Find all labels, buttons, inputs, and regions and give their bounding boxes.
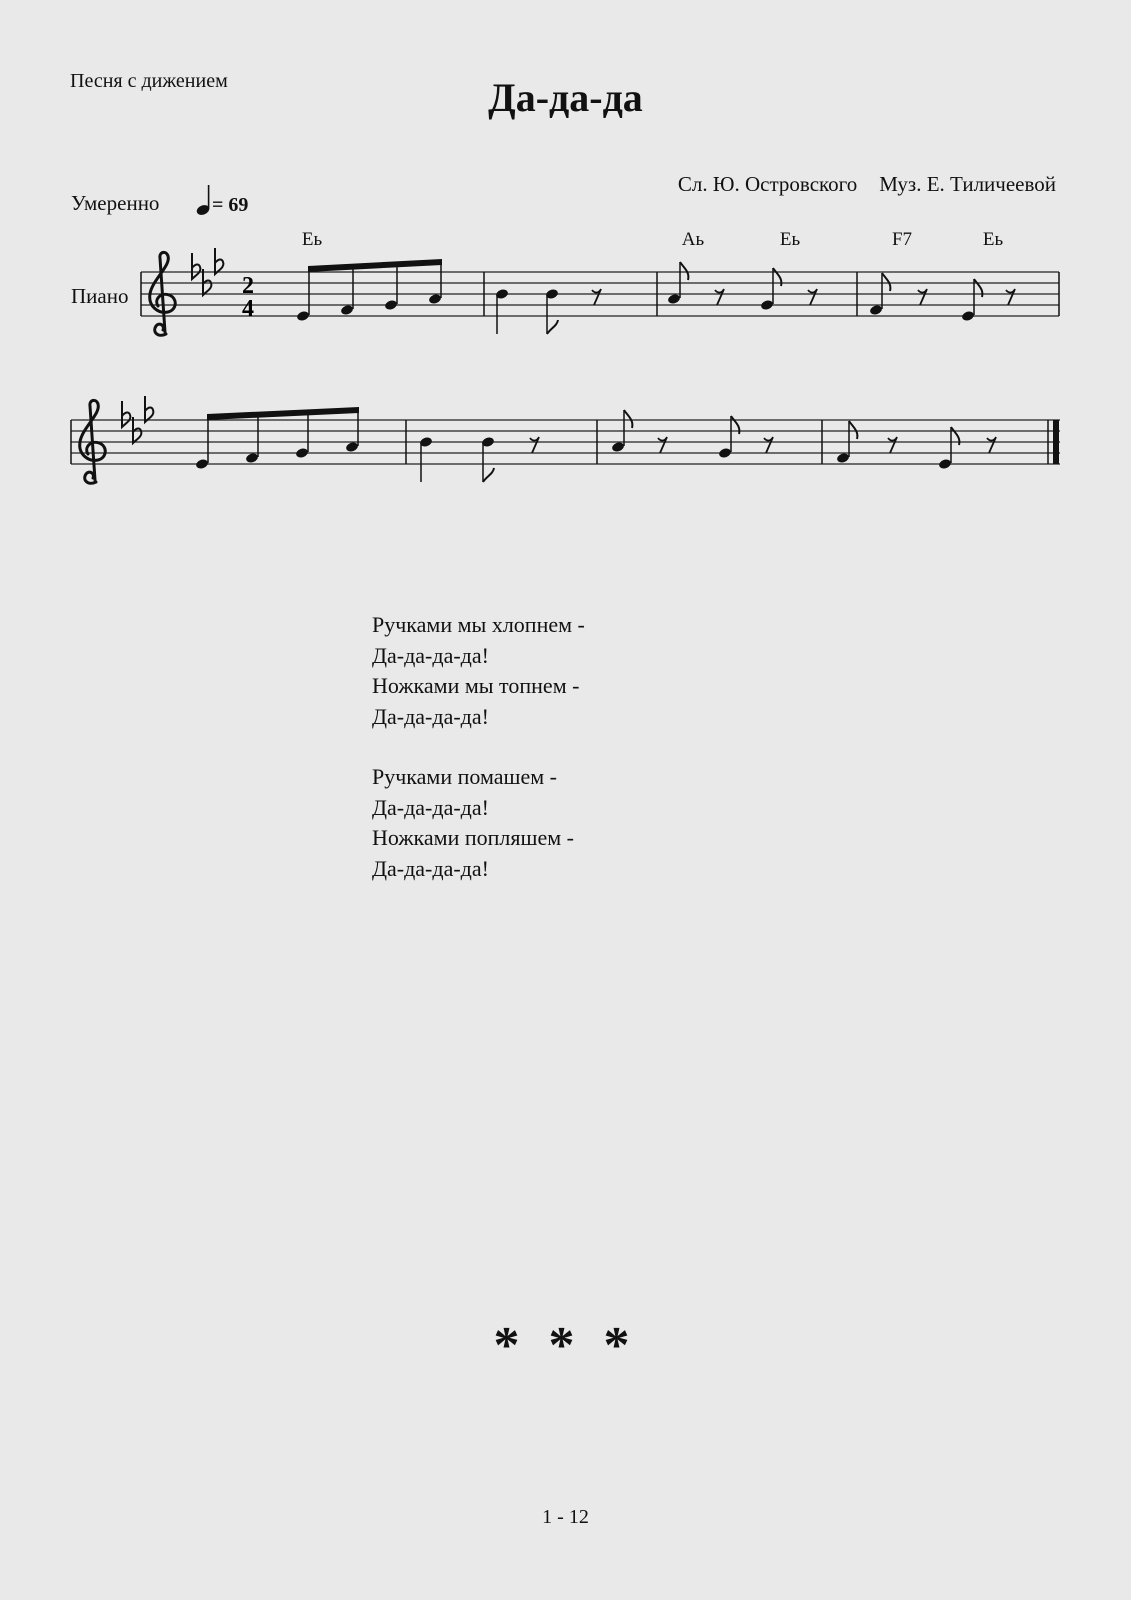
note: [611, 441, 625, 453]
note: [718, 447, 732, 459]
time-sig-bottom: 4: [242, 296, 254, 322]
song-title: Да-да-да: [488, 75, 643, 120]
chord-symbol: Aь: [681, 229, 705, 250]
flag: [547, 320, 558, 334]
note: [195, 458, 209, 470]
measure-7-notes: [611, 410, 773, 459]
composer-credit: Муз. Е. Тиличеевой: [879, 172, 1056, 196]
instrument-label: Пиано: [71, 284, 129, 308]
staff-system-2: [71, 396, 1060, 483]
tempo-label: Умеренно: [71, 191, 160, 215]
song-subtitle: Песня с дижением: [70, 70, 228, 92]
chord-symbol: Eь: [301, 229, 323, 250]
measure-5-notes: [195, 407, 359, 470]
eighth-rest-icon: [715, 289, 724, 305]
staff-system-1: [141, 248, 1059, 335]
chord-symbol: F7: [891, 229, 913, 250]
tempo-bpm: = 69: [212, 194, 249, 216]
flat-icon: [203, 269, 211, 295]
eighth-rest-icon: [764, 437, 773, 453]
lyric-line: Да-да-да-да!: [372, 794, 489, 820]
eighth-rest-icon: [592, 289, 601, 305]
lyric-line: Ручками помашем -: [372, 764, 557, 789]
staff-lines: [141, 272, 1059, 316]
note: [760, 299, 774, 311]
lyric-line: Ножками попляшем -: [372, 825, 574, 850]
lyrics-stanza: [372, 610, 585, 732]
measure-2-notes: [495, 288, 601, 334]
flat-icon: [122, 401, 130, 427]
eighth-rest-icon: [888, 437, 897, 453]
lyric-line: Ножками мы топнем -: [372, 673, 580, 698]
lyricist-credit: Сл. Ю. Островского: [677, 172, 858, 196]
measure-3-notes: [667, 262, 817, 311]
eighth-rest-icon: [658, 437, 667, 453]
note: [667, 293, 681, 305]
lyrics-stanza: [372, 762, 585, 884]
eighth-rest-icon: [918, 289, 927, 305]
note: [340, 304, 354, 316]
staff-lines: [71, 420, 1060, 464]
note: [938, 458, 952, 470]
lyric-line: Да-да-да-да!: [372, 855, 489, 881]
note: [961, 310, 975, 322]
note: [428, 293, 442, 305]
beam: [207, 407, 359, 420]
music-score: [0, 0, 1131, 520]
eighth-rest-icon: [808, 289, 817, 305]
section-separator: * * *: [493, 1317, 638, 1374]
note: [245, 452, 259, 464]
measure-6-notes: [419, 436, 539, 482]
flat-icon: [215, 248, 223, 274]
note: [836, 452, 850, 464]
lyric-line: Да-да-да-да!: [372, 642, 489, 668]
eighth-rest-icon: [530, 437, 539, 453]
note: [295, 447, 309, 459]
note: [384, 299, 398, 311]
lyric-line: Ручками мы хлопнем -: [372, 612, 585, 637]
note: [296, 310, 310, 322]
lyrics: [372, 610, 585, 884]
eighth-rest-icon: [1006, 289, 1015, 305]
page-number: 1 - 12: [542, 1506, 589, 1528]
measure-4-notes: [869, 273, 1015, 322]
measure-8-notes: [836, 421, 996, 470]
chord-symbol: Eь: [982, 229, 1004, 250]
final-barline: [1053, 420, 1059, 464]
flat-icon: [133, 417, 141, 443]
time-sig-top: 2: [242, 273, 254, 299]
measure-1-notes: [296, 259, 442, 322]
flat-icon: [145, 396, 153, 422]
eighth-rest-icon: [987, 437, 996, 453]
note: [869, 304, 883, 316]
note: [345, 441, 359, 453]
lyric-line: Да-да-да-да!: [372, 703, 489, 729]
chord-symbol: Eь: [779, 229, 801, 250]
flat-icon: [192, 253, 200, 279]
beam: [308, 259, 442, 272]
